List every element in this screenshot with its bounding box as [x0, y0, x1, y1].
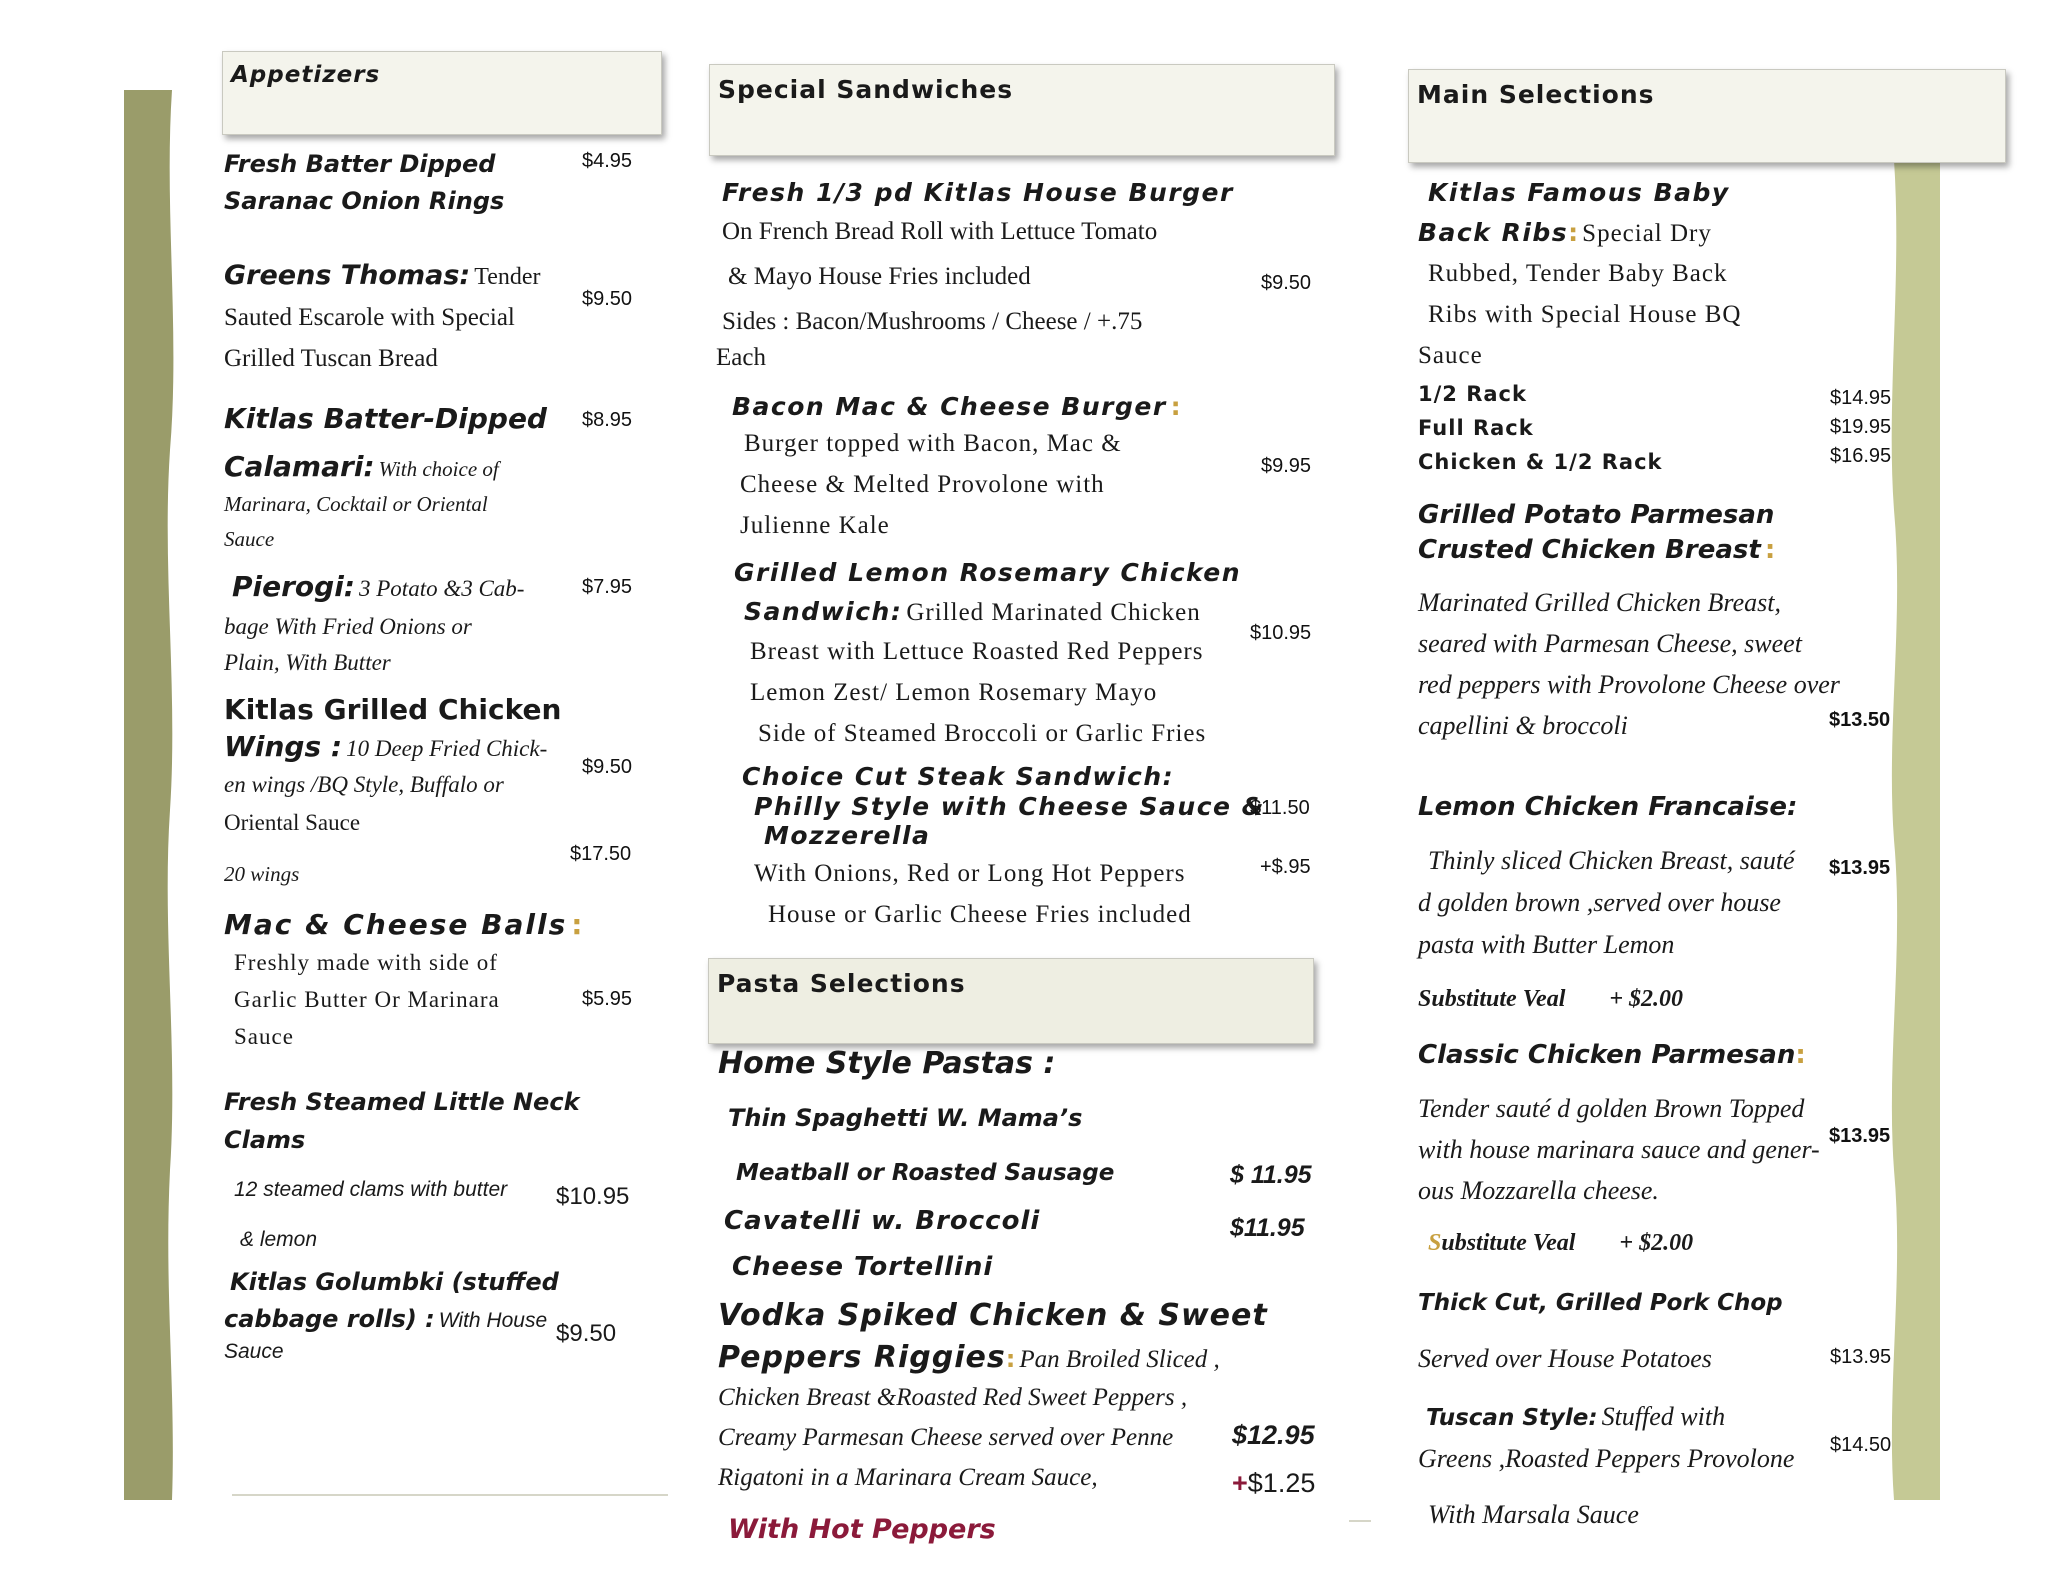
vodka-name-line2: Peppers Riggies: [718, 1340, 1006, 1375]
potato-parm-desc-line1: Marinated Grilled Chicken Breast,: [1418, 588, 1781, 617]
burger-price: $9.50: [1261, 272, 1312, 294]
potato-parm-price: $13.50: [1829, 709, 1891, 731]
ribs-option-full-rack: Full Rack: [1418, 416, 1534, 440]
vodka-desc-line1: Pan Broiled Sliced ,: [1019, 1346, 1220, 1373]
francaise-name: Lemon Chicken Francaise:: [1418, 792, 1798, 822]
parmesan-veal-label: ubstitute Veal: [1441, 1230, 1576, 1256]
pierogi-desc-line3: Plain, With Butter: [224, 650, 391, 675]
burger-desc-line2: & Mayo House Fries included: [728, 263, 1031, 290]
ribs-option-half-rack: 1/2 Rack: [1418, 382, 1527, 406]
main-header: [1408, 69, 2006, 163]
bacon-mac-desc-line1: Burger topped with Bacon, Mac &: [744, 430, 1122, 457]
wings-price: $9.50: [582, 756, 633, 778]
pork-tuscan-desc-line2: Greens ,Roasted Peppers Provolone: [1418, 1444, 1795, 1473]
cavatelli-price: $11.95: [1230, 1214, 1305, 1242]
vodka-desc-line2: Chicken Breast &Roasted Red Sweet Peppers ,: [718, 1384, 1188, 1411]
wings-desc-line1: 10 Deep Fried Chick-: [346, 736, 548, 761]
golumbki-price: $9.50: [556, 1320, 617, 1347]
steak-price-extra: +$.95: [1260, 856, 1311, 878]
pasta-title: Pasta Selections: [717, 969, 966, 998]
potato-parm-colon: :: [1764, 535, 1776, 565]
pork-tuscan-desc-line1: Stuffed with: [1601, 1402, 1726, 1431]
potato-parm-desc-line4: capellini & broccoli: [1418, 711, 1628, 740]
main-title: Main Selections: [1417, 80, 1655, 109]
pasta-home-style-heading: Home Style Pastas :: [718, 1046, 1056, 1081]
parmesan-desc-line2: with house marinara sauce and gener-: [1418, 1135, 1820, 1164]
onion-rings-name-line1: Fresh Batter Dipped: [224, 150, 496, 178]
vodka-name-line1: Vodka Spiked Chicken & Sweet: [718, 1298, 1268, 1333]
calamari-desc-line2: Marinara, Cocktail or Oriental: [224, 492, 488, 516]
wings-desc-line4: 20 wings: [224, 862, 300, 886]
bacon-mac-desc-line3: Julienne Kale: [740, 512, 890, 539]
parmesan-colon: :: [1795, 1040, 1806, 1070]
greens-price: $9.50: [582, 288, 633, 310]
parmesan-price: $13.95: [1829, 1125, 1891, 1147]
francaise-price: $13.95: [1829, 857, 1891, 879]
steak-price: $11.50: [1250, 797, 1310, 819]
lemon-chicken-desc-line2: Breast with Lettuce Roasted Red Peppers: [750, 638, 1204, 665]
pasta-header: [708, 958, 1314, 1044]
burger-desc-line4: Each: [716, 344, 766, 371]
lemon-chicken-desc-line1: Grilled Marinated Chicken: [906, 599, 1201, 626]
bacon-mac-price: $9.95: [1261, 455, 1312, 477]
pierogi-desc-line2: bage With Fried Onions or: [224, 614, 472, 639]
pork-name: Thick Cut, Grilled Pork Chop: [1418, 1290, 1783, 1316]
parmesan-veal-initial: S: [1428, 1230, 1442, 1256]
mac-balls-desc-line2: Garlic Butter Or Marinara: [234, 987, 500, 1012]
parmesan-desc-line1: Tender sauté d golden Brown Topped: [1418, 1094, 1805, 1123]
steak-name-line3: Mozzerella: [764, 821, 931, 850]
spaghetti-name-line2: Meatball or Roasted Sausage: [736, 1160, 1115, 1186]
pierogi-price: $7.95: [582, 576, 633, 598]
potato-parm-desc-line3: red peppers with Provolone Cheese over: [1418, 670, 1840, 699]
francaise-veal-label: Substitute Veal: [1418, 986, 1566, 1012]
spaghetti-price: $ 11.95: [1230, 1161, 1312, 1189]
greens-desc-line3: Grilled Tuscan Bread: [224, 345, 438, 372]
golumbki-name-line1: Kitlas Golumbki (stuffed: [230, 1268, 559, 1296]
steak-desc-line2: House or Garlic Cheese Fries included: [768, 901, 1192, 928]
potato-parm-name-line2: Crusted Chicken Breast: [1418, 535, 1761, 565]
vodka-price: $12.95: [1232, 1420, 1315, 1450]
mac-balls-desc-line3: Sauce: [234, 1024, 294, 1049]
left-decorative-bar: [120, 90, 182, 1500]
greens-name: Greens Thomas:: [224, 260, 471, 291]
calamari-desc-line3: Sauce: [224, 527, 275, 551]
steak-name-line2: Philly Style with Cheese Sauce &: [754, 792, 1265, 821]
calamari-desc-line1: With choice of: [378, 457, 499, 481]
greens-desc-line1: Tender: [474, 264, 541, 290]
calamari-name-line1: Kitlas Batter-Dipped: [224, 402, 547, 435]
parmesan-veal-price: + $2.00: [1619, 1230, 1694, 1256]
ribs-colon: :: [1568, 218, 1579, 247]
steak-desc-line1: With Onions, Red or Long Hot Peppers: [754, 860, 1186, 887]
ribs-desc-line3: Ribs with Special House BQ: [1428, 301, 1742, 328]
golumbki-desc-line2: Sauce: [224, 1340, 284, 1363]
lemon-chicken-price: $10.95: [1250, 622, 1312, 644]
appetizers-header: [222, 51, 662, 135]
ribs-option-chicken-half-rack: Chicken & 1/2 Rack: [1418, 450, 1663, 474]
wings-price-20: $17.50: [570, 843, 632, 865]
wings-name-line2: Wings :: [224, 730, 343, 763]
clams-desc-line2: & lemon: [240, 1228, 318, 1251]
francaise-desc-line2: d golden brown ,served over house: [1418, 888, 1781, 917]
pork-desc: Served over House Potatoes: [1418, 1344, 1712, 1373]
francaise-veal-price: + $2.00: [1609, 986, 1684, 1012]
onion-rings-price: $4.95: [582, 150, 633, 172]
ribs-desc-line2: Rubbed, Tender Baby Back: [1428, 260, 1728, 287]
golumbki-name-line2: cabbage rolls) :: [224, 1305, 435, 1333]
onion-rings-name-line2: Saranac Onion Rings: [224, 187, 505, 215]
spaghetti-name-line1: Thin Spaghetti W. Mama’s: [728, 1104, 1083, 1132]
mac-balls-price: $5.95: [582, 988, 633, 1010]
ribs-option-full-rack-price: $19.95: [1830, 416, 1892, 438]
ribs-option-half-rack-price: $14.95: [1830, 387, 1892, 409]
ribs-name-line2: Back Ribs: [1418, 218, 1569, 247]
clams-desc-line1: 12 steamed clams with butter: [234, 1178, 508, 1201]
pork-price: $13.95: [1830, 1346, 1892, 1368]
bacon-mac-name: Bacon Mac & Cheese Burger: [732, 392, 1167, 421]
potato-parm-name-line1: Grilled Potato Parmesan: [1418, 500, 1775, 530]
ribs-name-line1: Kitlas Famous Baby: [1428, 178, 1730, 207]
wings-name-line1: Kitlas Grilled Chicken: [224, 693, 562, 726]
vodka-desc-line4: Rigatoni in a Marinara Cream Sauce,: [718, 1464, 1098, 1491]
clams-name-line2: Clams: [224, 1126, 306, 1154]
clams-name-line1: Fresh Steamed Little Neck: [224, 1088, 580, 1116]
burger-desc-line3: Sides : Bacon/Mushrooms / Cheese / +.75: [722, 308, 1143, 335]
wings-desc-line3: Oriental Sauce: [224, 810, 361, 835]
steak-name-line1: Choice Cut Steak Sandwich:: [742, 762, 1175, 791]
lemon-chicken-desc-line3: Lemon Zest/ Lemon Rosemary Mayo: [750, 679, 1158, 706]
calamari-price: $8.95: [582, 409, 633, 431]
appetizers-bottom-rule: [232, 1494, 668, 1496]
burger-desc-line1: On French Bread Roll with Lettuce Tomato: [722, 218, 1158, 245]
greens-desc-line2: Sauted Escarole with Special: [224, 304, 515, 331]
cavatelli-name: Cavatelli w. Broccoli: [724, 1206, 1041, 1236]
clams-price: $10.95: [556, 1183, 630, 1210]
vodka-colon: :: [1005, 1345, 1016, 1373]
pork-tuscan-price: $14.50: [1830, 1434, 1892, 1456]
pork-tuscan-desc-line3: With Marsala Sauce: [1428, 1500, 1639, 1529]
wings-desc-line2: en wings /BQ Style, Buffalo or: [224, 772, 504, 797]
appetizers-title: Appetizers: [231, 62, 381, 88]
bacon-mac-colon: :: [1170, 392, 1181, 421]
burger-name: Fresh 1/3 pd Kitlas House Burger: [722, 178, 1234, 207]
vodka-hot-peppers: With Hot Peppers: [728, 1514, 996, 1545]
lemon-chicken-name-line1: Grilled Lemon Rosemary Chicken: [734, 558, 1242, 587]
pierogi-desc-line1: 3 Potato &3 Cab-: [359, 576, 525, 601]
francaise-desc-line3: pasta with Butter Lemon: [1418, 930, 1675, 959]
pierogi-name: Pierogi:: [232, 570, 355, 603]
vodka-desc-line3: Creamy Parmesan Cheese served over Penne: [718, 1424, 1174, 1451]
mac-balls-name: Mac & Cheese Balls: [224, 908, 568, 941]
lemon-chicken-desc-line4: Side of Steamed Broccoli or Garlic Fries: [758, 720, 1207, 747]
right-decorative-bar: [1880, 160, 1950, 1500]
ribs-desc-line4: Sauce: [1418, 342, 1483, 369]
vodka-price-extra: $1.25: [1247, 1468, 1316, 1498]
bacon-mac-desc-line2: Cheese & Melted Provolone with: [740, 471, 1105, 498]
pork-tuscan-label: Tuscan Style:: [1426, 1405, 1598, 1431]
parmesan-name: Classic Chicken Parmesan: [1418, 1040, 1796, 1070]
mac-balls-colon: :: [571, 908, 583, 941]
lemon-chicken-name-line2: Sandwich:: [744, 597, 903, 626]
mac-balls-desc-line1: Freshly made with side of: [234, 950, 498, 975]
sandwiches-header: [709, 64, 1335, 156]
potato-parm-desc-line2: seared with Parmesan Cheese, sweet: [1418, 629, 1802, 658]
francaise-desc-line1: Thinly sliced Chicken Breast, sauté: [1428, 846, 1795, 875]
ribs-option-chicken-half-rack-price: $16.95: [1830, 445, 1892, 467]
golumbki-desc-line1: With House: [438, 1309, 548, 1332]
tortellini-name: Cheese Tortellini: [732, 1252, 994, 1282]
sandwiches-title: Special Sandwiches: [718, 75, 1014, 104]
calamari-name-line2: Calamari:: [224, 450, 375, 483]
vodka-plus-sign: +: [1232, 1468, 1248, 1498]
pasta-bottom-dash: [1349, 1520, 1371, 1522]
parmesan-desc-line3: ous Mozzarella cheese.: [1418, 1176, 1659, 1205]
ribs-desc-line1: Special Dry: [1582, 220, 1712, 247]
